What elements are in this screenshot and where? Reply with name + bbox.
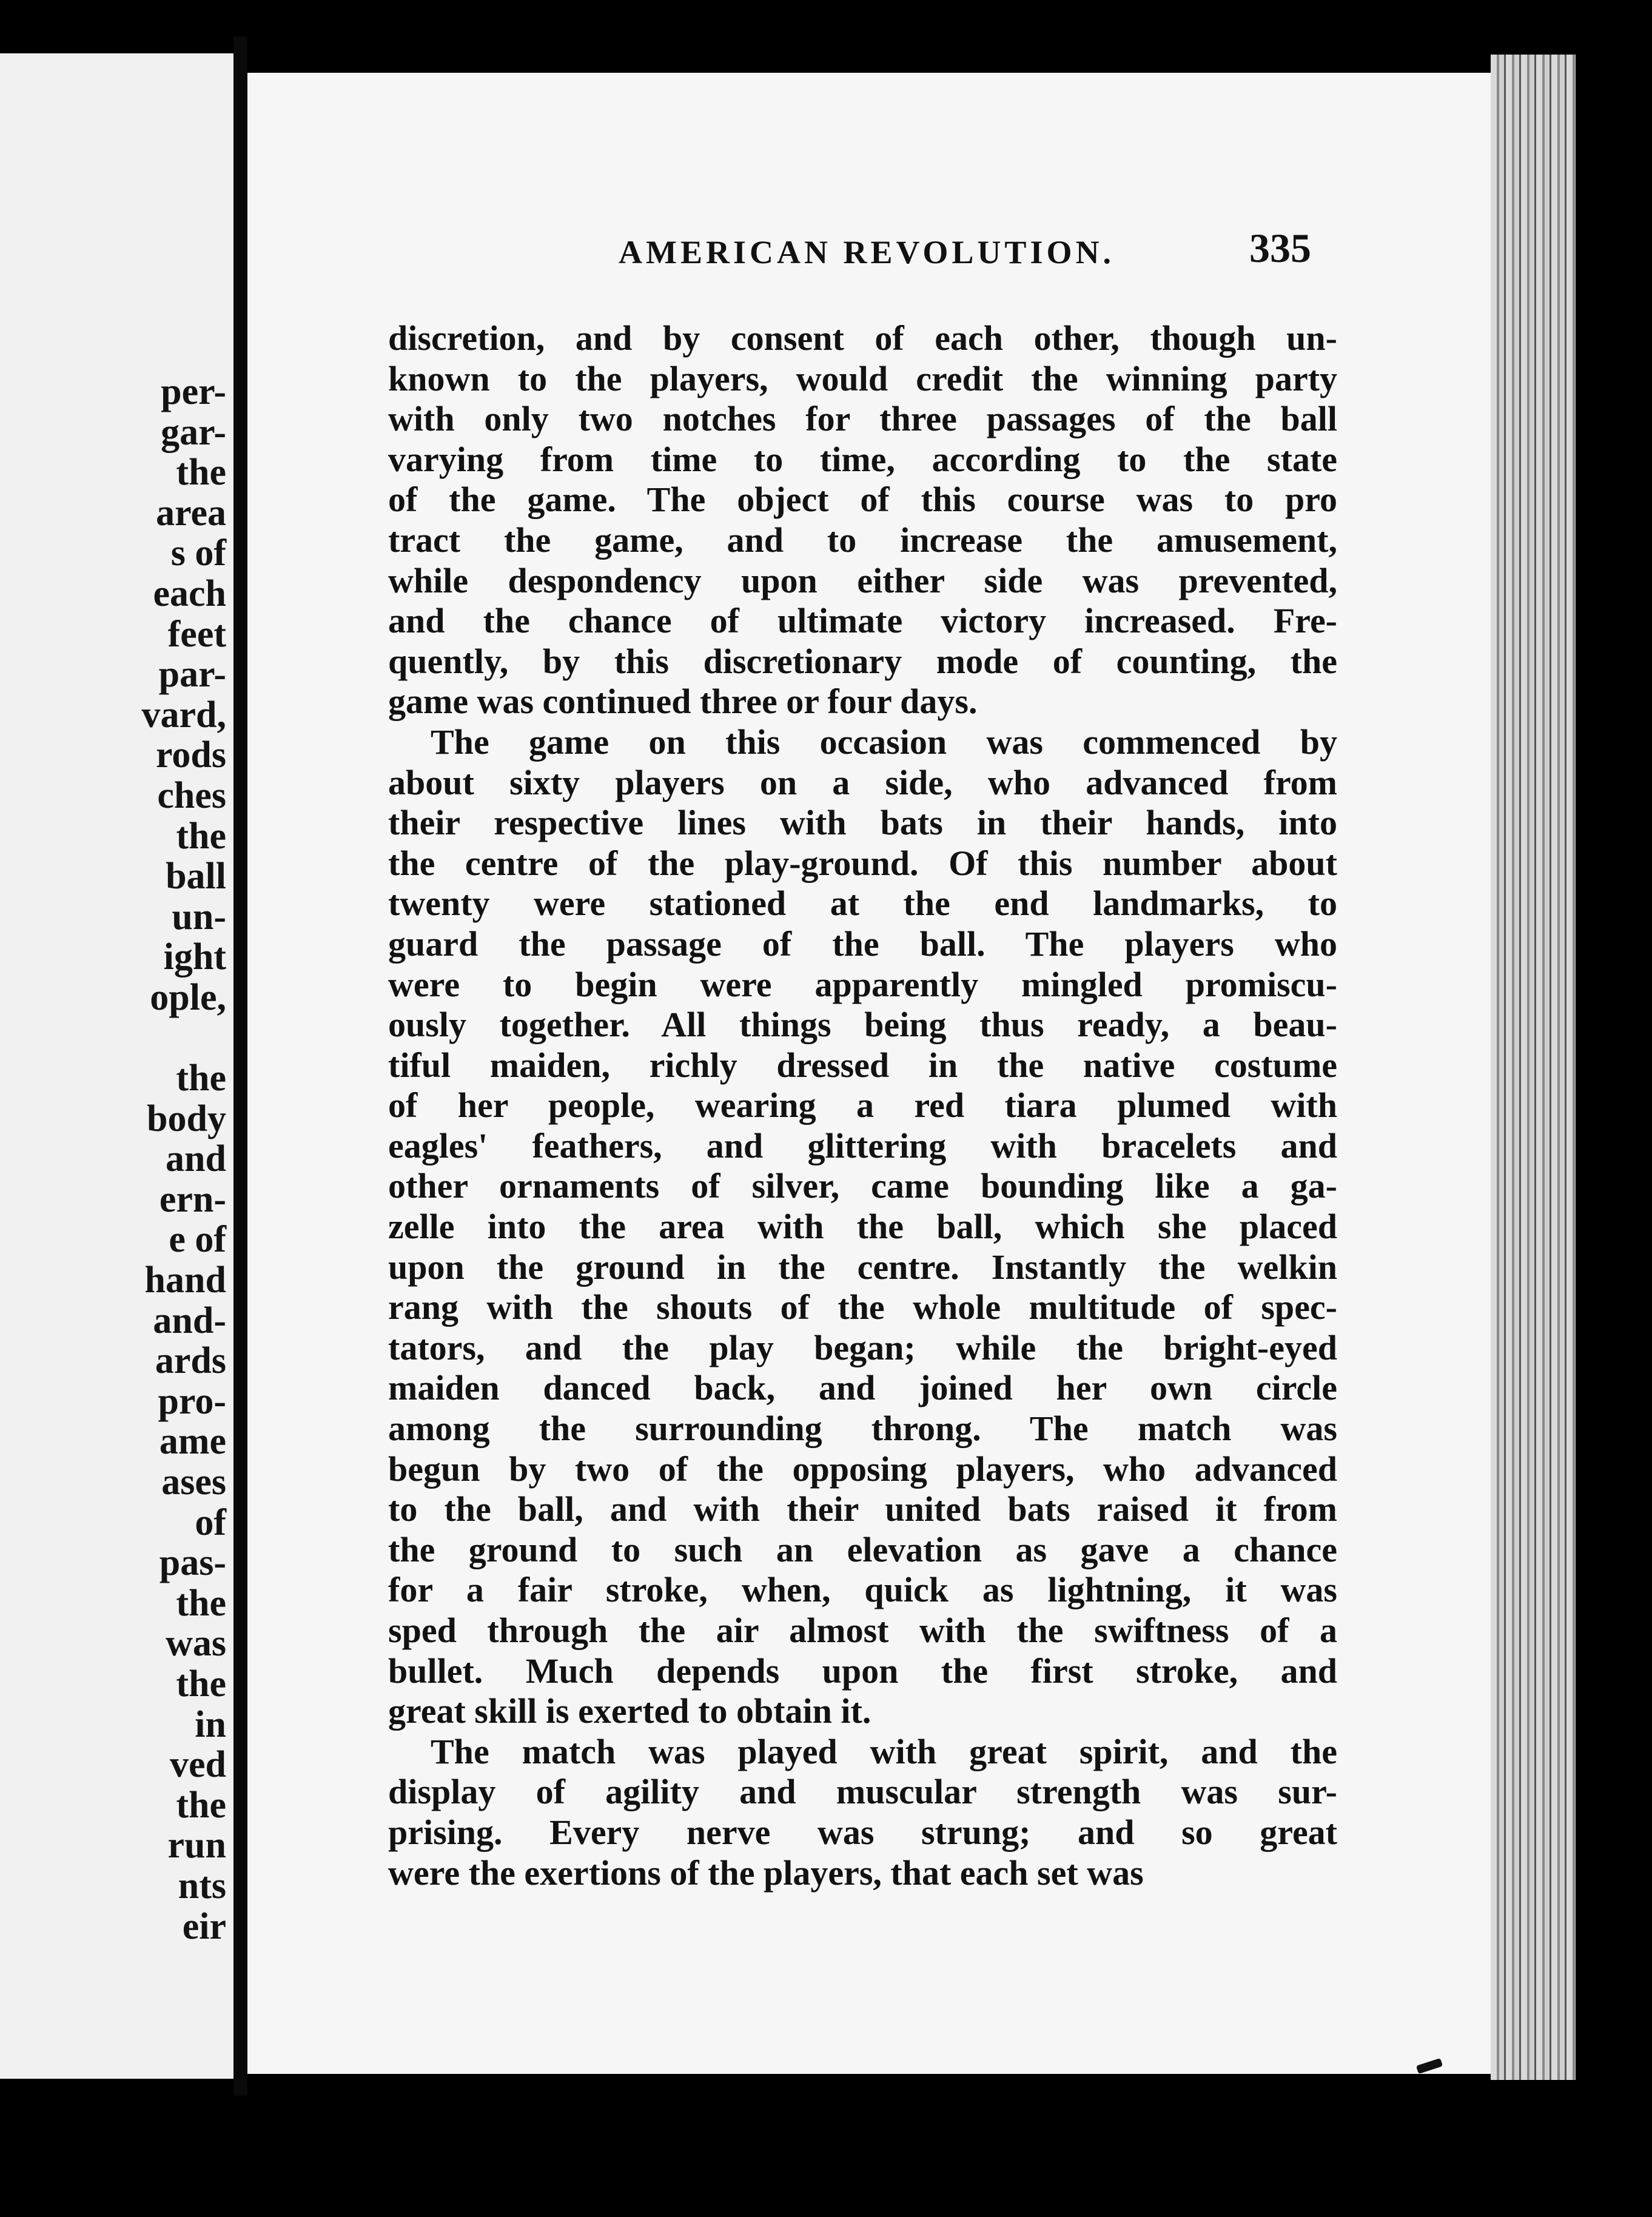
left-page-fragment: ople, — [150, 976, 226, 1018]
left-page-fragment: par- — [158, 654, 226, 696]
text-line: the ground to such an elevation as gave a chance — [388, 1529, 1337, 1569]
text-line: their respective lines with bats in their hands, into — [388, 803, 1337, 843]
left-page-fragment: ern- — [159, 1178, 226, 1220]
left-page-fragment: pro- — [158, 1380, 226, 1422]
running-head: AMERICAN REVOLUTION. — [619, 234, 1115, 270]
text-line: known to the players, would credit the winning party — [388, 358, 1337, 398]
book-gutter — [233, 36, 247, 2096]
left-page-fragment: run — [167, 1825, 226, 1867]
text-line: the centre of the play-ground. Of this number about — [388, 843, 1337, 883]
text-line: The game on this occasion was commenced by — [431, 722, 1337, 762]
left-page-fragment: ches — [157, 774, 226, 816]
text-line: about sixty players on a side, who advanced from — [388, 762, 1337, 802]
left-page-fragment: e of — [169, 1219, 226, 1261]
left-page-fragment: ases — [161, 1461, 226, 1503]
text-line: of the game. The object of this course was to pro — [388, 480, 1337, 520]
left-page-fragment: was — [166, 1623, 226, 1665]
text-line: bullet. Much depends upon the first stroke, and — [388, 1651, 1337, 1691]
page-edges — [1491, 55, 1576, 2080]
left-page-fragment: area — [156, 492, 226, 534]
text-line: ously together. All things being thus ready, a beau- — [388, 1005, 1337, 1045]
text-line: upon the ground in the centre. Instantly the welkin — [388, 1247, 1337, 1287]
left-page-fragment: vard, — [141, 694, 226, 736]
left-page-fragment: hand — [144, 1259, 226, 1301]
left-page-fragment: nts — [178, 1865, 226, 1907]
text-line: for a fair stroke, when, quick as lightning, it was — [388, 1570, 1337, 1610]
left-page-fragment: ight — [163, 936, 226, 978]
text-line: were the exertions of the players, that each set was — [388, 1853, 1144, 1893]
left-page-fragment: the — [176, 1784, 226, 1826]
text-line: begun by two of the opposing players, who advanced — [388, 1449, 1337, 1489]
left-page-text — [26, 372, 226, 1947]
text-line: prising. Every nerve was strung; and so great — [388, 1812, 1337, 1852]
text-line: to the ball, and with their united bats raised it from — [388, 1489, 1337, 1529]
body-text — [388, 318, 1337, 1893]
text-line: great skill is exerted to obtain it. — [388, 1691, 871, 1731]
text-line: tators, and the play began; while the bright-eyed — [388, 1327, 1337, 1367]
text-line: other ornaments of silver, came bounding like a ga- — [388, 1166, 1337, 1206]
left-page-fragment: un- — [172, 896, 226, 937]
text-line: twenty were stationed at the end landmarks, to — [388, 884, 1337, 924]
left-page — [0, 53, 233, 2079]
text-line: display of agility and muscular strength was sur- — [388, 1772, 1337, 1812]
text-line: maiden danced back, and joined her own circle — [388, 1368, 1337, 1408]
left-page-fragment: gar- — [161, 411, 226, 453]
left-page-fragment: s of — [170, 532, 226, 574]
text-line: tiful maiden, richly dressed in the native costume — [388, 1045, 1337, 1085]
left-page-fragment: in — [195, 1703, 226, 1745]
left-page-fragment — [26, 1018, 226, 1059]
text-line: sped through the air almost with the swiftness of a — [388, 1611, 1337, 1650]
left-page-fragment: ball — [166, 856, 226, 897]
text-line: and the chance of ultimate victory increased. Fre- — [388, 601, 1337, 641]
text-line: eagles' feathers, and glittering with bracelets and — [388, 1125, 1337, 1166]
text-line: zelle into the area with the ball, which she placed — [388, 1207, 1337, 1247]
text-line: discretion, and by consent of each other, though un- — [388, 318, 1337, 358]
left-page-fragment: eir — [182, 1905, 226, 1947]
text-line: game was continued three or four days. — [388, 682, 978, 722]
left-page-fragment: body — [147, 1098, 226, 1139]
left-page-fragment: the — [176, 1058, 226, 1099]
left-page-fragment: per- — [161, 371, 226, 412]
left-page-fragment: each — [153, 572, 226, 614]
left-page-fragment: rods — [155, 734, 226, 776]
left-page-fragment: the — [176, 815, 226, 857]
text-line: tract the game, and to increase the amusement, — [388, 520, 1337, 560]
left-page-fragment: the — [176, 452, 226, 494]
text-line: while despondency upon either side was prevented, — [388, 560, 1337, 600]
left-page-fragment: ards — [155, 1340, 226, 1382]
left-page-fragment: and — [166, 1138, 226, 1180]
text-line: rang with the shouts of the whole multitude of spec- — [388, 1287, 1337, 1327]
left-page-fragment: the — [176, 1582, 226, 1624]
page-number: 335 — [1249, 225, 1311, 271]
left-page-fragment: feet — [167, 613, 226, 655]
text-line: The match was played with great spirit, and the — [431, 1731, 1337, 1771]
text-line: with only two notches for three passages of the ball — [388, 399, 1337, 439]
left-page-fragment: ved — [170, 1744, 226, 1786]
left-page-fragment: of — [195, 1501, 226, 1543]
left-page-fragment: ame — [159, 1421, 226, 1463]
text-line: varying from time to time, according to the state — [388, 439, 1337, 479]
left-page-fragment: the — [176, 1663, 226, 1705]
text-line: among the surrounding throng. The match was — [388, 1409, 1337, 1449]
left-page-fragment: and- — [153, 1300, 226, 1341]
left-page-fragment: pas- — [159, 1542, 226, 1584]
text-line: of her people, wearing a red tiara plumed with — [388, 1085, 1337, 1125]
text-line: guard the passage of the ball. The players who — [388, 924, 1337, 964]
text-line: were to begin were apparently mingled promiscu- — [388, 964, 1337, 1004]
text-line: quently, by this discretionary mode of counting, the — [388, 641, 1337, 681]
